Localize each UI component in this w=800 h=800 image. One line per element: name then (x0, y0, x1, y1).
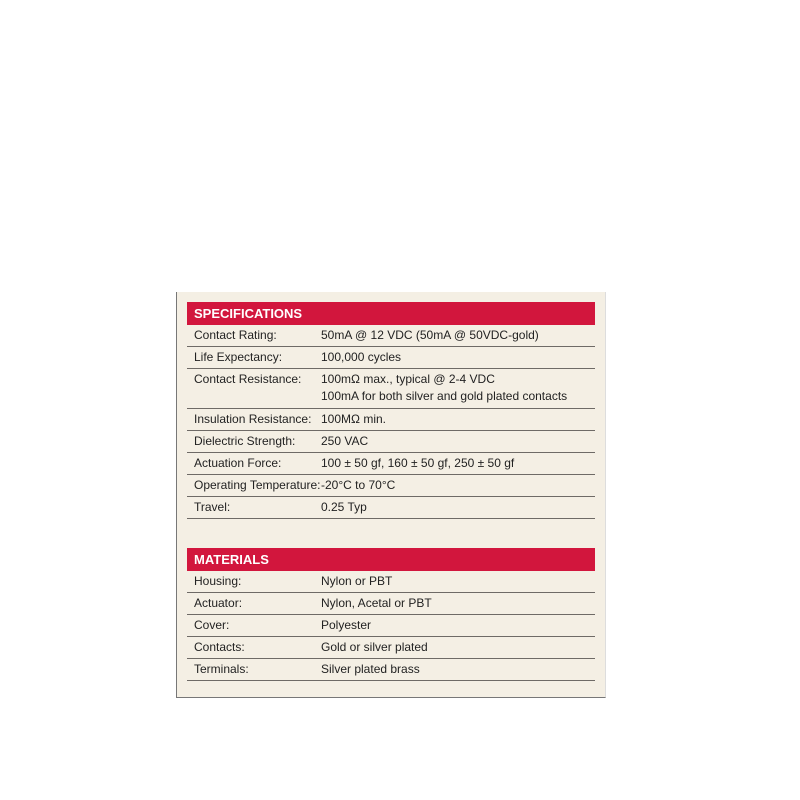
spec-label: Travel: (194, 500, 231, 514)
spec-row-contact-rating (187, 325, 595, 347)
spec-row-insulation-resistance (187, 409, 595, 431)
spec-label: Dielectric Strength: (194, 434, 296, 448)
specifications-section (187, 302, 595, 519)
spec-row-actuation-force (187, 453, 595, 475)
material-label: Housing: (194, 574, 242, 588)
specifications-header: SPECIFICATIONS (187, 302, 595, 325)
material-label: Actuator: (194, 596, 243, 610)
spec-label: Actuation Force: (194, 456, 282, 470)
materials-section (187, 548, 595, 681)
spec-label: Contact Resistance: (194, 372, 302, 386)
spec-value: 50mA @ 12 VDC (50mA @ 50VDC-gold) (321, 328, 539, 342)
spec-panel (176, 292, 606, 698)
material-value: Polyester (321, 618, 372, 632)
spec-row-contact-resistance (187, 369, 595, 409)
spec-value: -20°C to 70°C (321, 478, 396, 492)
spec-value: 0.25 Typ (321, 500, 367, 514)
material-label: Cover: (194, 618, 230, 632)
material-value: Nylon or PBT (321, 574, 393, 588)
material-row-actuator (187, 593, 595, 615)
spec-value-line: 100mΩ max., typical @ 2-4 VDC (321, 372, 495, 386)
spec-label: Insulation Resistance: (194, 412, 312, 426)
material-value: Silver plated brass (321, 662, 420, 676)
spec-row-travel (187, 497, 595, 519)
material-row-housing (187, 571, 595, 593)
spec-label: Life Expectancy: (194, 350, 283, 364)
spec-row-dielectric-strength (187, 431, 595, 453)
spec-row-operating-temperature (187, 475, 595, 497)
spec-value-line: 100mA for both silver and gold plated contacts (321, 389, 568, 403)
spec-label: Contact Rating: (194, 328, 277, 342)
material-label: Terminals: (194, 662, 249, 676)
material-row-contacts (187, 637, 595, 659)
spec-value: 100 ± 50 gf, 160 ± 50 gf, 250 ± 50 gf (321, 456, 515, 470)
material-value: Nylon, Acetal or PBT (321, 596, 432, 610)
materials-header: MATERIALS (187, 548, 595, 571)
material-row-terminals (187, 659, 595, 681)
spec-value: 100MΩ min. (321, 412, 386, 426)
spec-label: Operating Temperature: (194, 478, 321, 492)
spec-row-life-expectancy (187, 347, 595, 369)
material-row-cover (187, 615, 595, 637)
spec-value: 250 VAC (321, 434, 369, 448)
spec-value: 100,000 cycles (321, 350, 402, 364)
material-label: Contacts: (194, 640, 245, 654)
material-value: Gold or silver plated (321, 640, 428, 654)
spec-value (321, 371, 595, 408)
